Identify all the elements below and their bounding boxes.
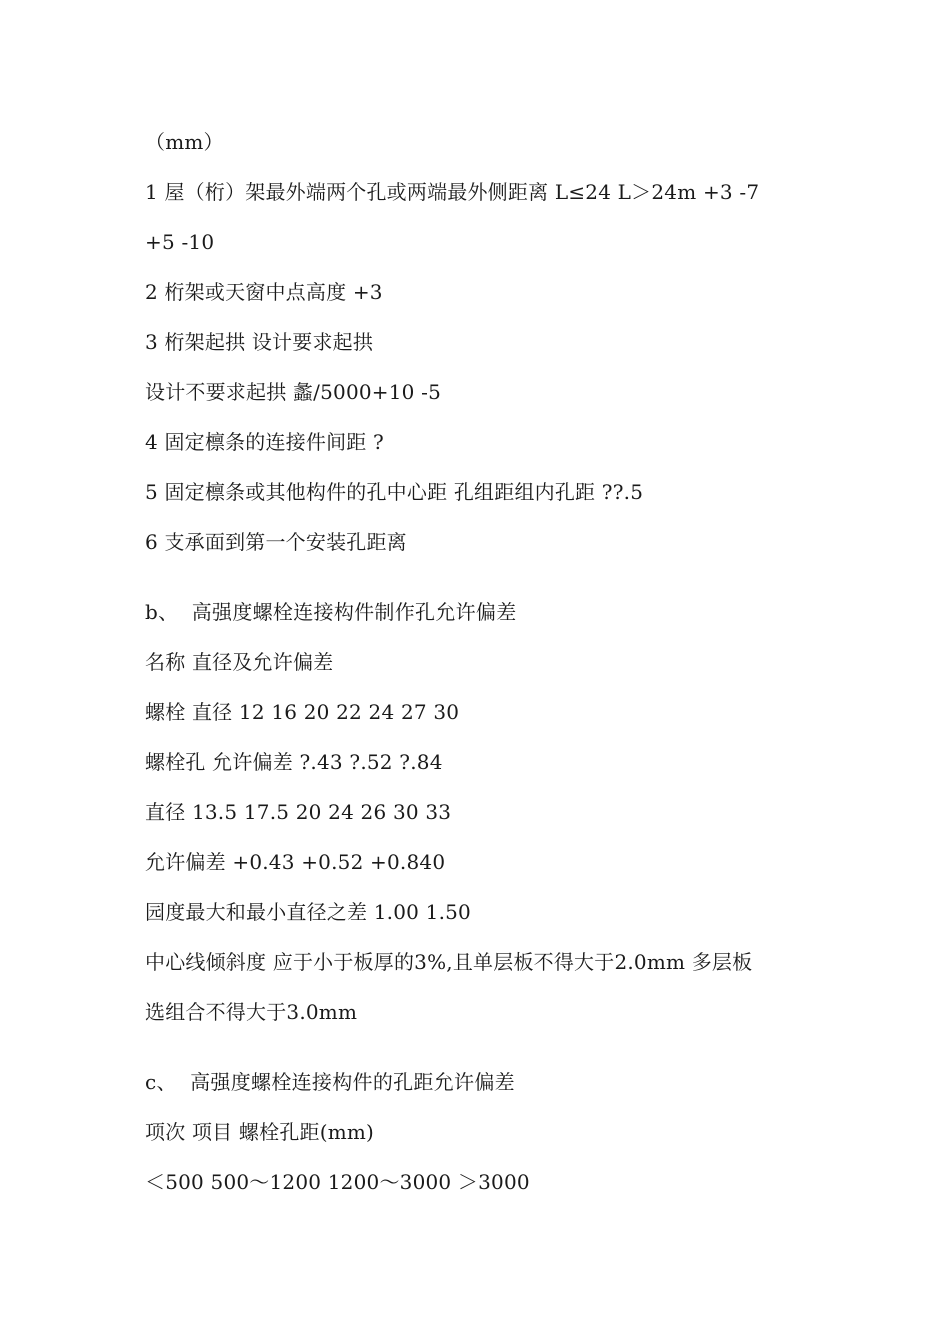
bolt-diameter-row: 螺栓 直径 12 16 20 22 24 27 30 [145,700,460,724]
row-6-bearing-to-first-hole: 6 支承面到第一个安装孔距离 [145,530,407,554]
row-3-no-camber: 设计不要求起拱 蠡/5000+10 -5 [145,380,442,404]
centerline-inclination-row: 中心线倾斜度 应于小于板厚的3%,且单层板不得大于2.0mm 多层板 [145,950,753,974]
hole-spacing-ranges-row: ＜500 500～1200 1200～3000 ＞3000 [145,1170,530,1194]
row-2-midpoint-height: 2 桁架或天窗中点高度 +3 [145,280,383,304]
hole-diameter-row: 直径 13.5 17.5 20 24 26 30 33 [145,800,452,824]
unit-label: （mm） [145,130,224,154]
hole-tolerance-row: 允许偏差 +0.43 +0.52 +0.840 [145,850,446,874]
centerline-inclination-continued: 选组合不得大于3.0mm [145,1000,358,1024]
section-b-heading: b、 高强度螺栓连接构件制作孔允许偏差 [145,600,517,624]
row-1-tolerance-continued: +5 -10 [145,230,215,254]
roundness-row: 园度最大和最小直径之差 1.00 1.50 [145,900,471,924]
row-4-purlin-spacing: 4 固定檩条的连接件间距 ? [145,430,384,454]
table-header-hole-spacing: 项次 项目 螺栓孔距(mm) [145,1120,375,1144]
bolt-hole-tolerance-row: 螺栓孔 允许偏差 ?.43 ?.52 ?.84 [145,750,443,774]
section-c-heading: c、 高强度螺栓连接构件的孔距允许偏差 [145,1070,515,1094]
table-header-diameter: 名称 直径及允许偏差 [145,650,334,674]
row-3-camber: 3 桁架起拱 设计要求起拱 [145,330,374,354]
row-5-hole-center-distance: 5 固定檩条或其他构件的孔中心距 孔组距组内孔距 ??.5 [145,480,644,504]
row-1-outer-hole-distance: 1 屋（桁）架最外端两个孔或两端最外侧距离 L≤24 L＞24m +3 -7 [145,180,760,204]
